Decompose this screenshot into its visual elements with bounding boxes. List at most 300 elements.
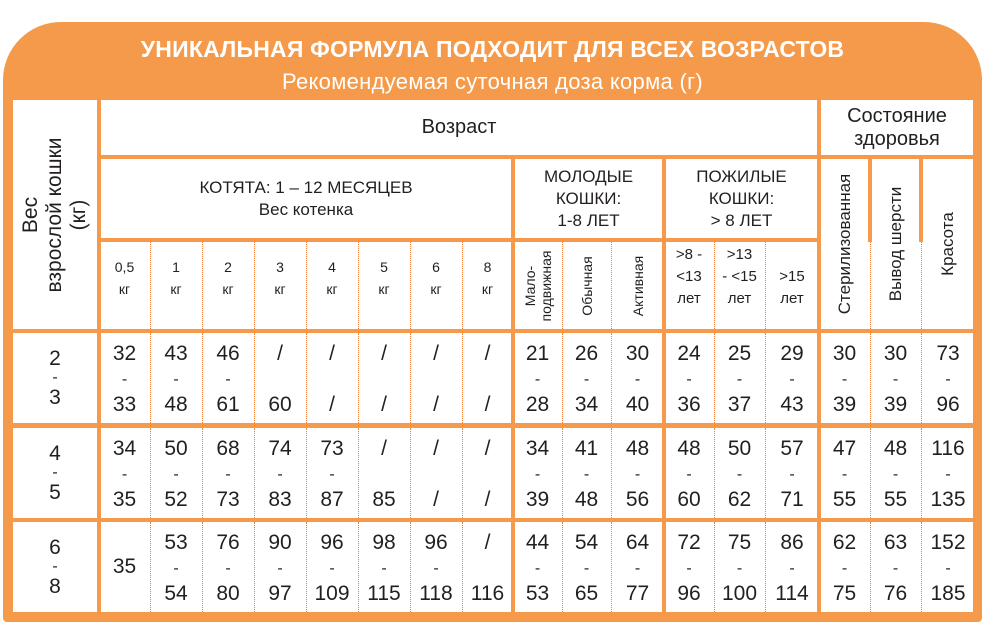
dotted-separator — [410, 428, 411, 518]
dotted-separator — [254, 428, 255, 518]
dose-cell — [360, 428, 408, 518]
dose-value-top: 63 — [883, 531, 908, 554]
senior-column-line3: лет — [780, 290, 804, 307]
health-header-line2: здоровья — [854, 127, 940, 150]
senior-column-line2: - <15 — [722, 268, 757, 285]
dose-value-bottom: / — [381, 393, 387, 416]
dose-value-separator: - — [277, 466, 283, 483]
dose-cell — [666, 333, 712, 423]
dose-value-bottom: / — [433, 393, 439, 416]
dose-cell — [256, 333, 304, 423]
dose-value-bottom: 54 — [164, 582, 188, 605]
dose-value-top: 74 — [268, 437, 292, 460]
dose-value-bottom: / — [329, 393, 335, 416]
age-header-label: Возраст — [421, 116, 497, 138]
dose-value-top: 98 — [372, 531, 396, 554]
dose-cell — [308, 522, 356, 612]
dose-value-top: 44 — [525, 531, 550, 554]
row-weight-from: 4 — [49, 442, 61, 465]
dose-value-separator: - — [121, 466, 128, 483]
dose-value-separator: - — [841, 560, 848, 577]
group-senior-line1: ПОЖИЛЫЕ — [696, 166, 787, 186]
young-column-line1: Активная — [629, 255, 646, 316]
dose-cell — [716, 333, 763, 423]
dose-cell — [564, 428, 609, 518]
dotted-separator — [921, 333, 922, 423]
dose-value-bottom: 96 — [936, 393, 960, 416]
dose-value-top: 86 — [780, 531, 804, 554]
dose-value-top: 90 — [268, 531, 292, 554]
dose-cell — [360, 333, 408, 423]
dose-cell — [412, 428, 460, 518]
group-kittens — [101, 159, 511, 238]
dose-value-top: / — [484, 437, 491, 460]
dose-value-bottom: 115 — [367, 582, 401, 605]
dose-cell — [412, 522, 460, 612]
dose-value-top: 30 — [883, 342, 908, 365]
kitten-weight-value: 0,5 — [114, 259, 135, 275]
young-column-label — [522, 250, 554, 321]
dose-cell — [821, 428, 868, 518]
dose-cell — [872, 428, 919, 518]
dose-cell — [666, 428, 712, 518]
dose-cell — [308, 333, 356, 423]
age-header — [101, 100, 817, 155]
dose-value-top: 76 — [216, 531, 240, 554]
dose-value-separator: - — [534, 371, 541, 388]
dotted-separator — [254, 242, 255, 329]
dose-value-bottom: / — [484, 488, 491, 511]
kitten-weight-unit: кг — [170, 281, 182, 297]
dotted-separator — [462, 522, 463, 612]
dose-cell — [515, 522, 560, 612]
dose-value-top: 30 — [832, 342, 857, 365]
dose-cell — [101, 428, 148, 518]
dose-value-separator: - — [686, 371, 692, 388]
young-column-line1: Мало- — [521, 265, 538, 306]
dose-value-top: / — [484, 531, 491, 554]
dose-value-bottom: 34 — [574, 393, 599, 416]
dose-value-bottom: 40 — [625, 393, 650, 416]
dose-cell — [360, 522, 408, 612]
dose-cell — [872, 333, 919, 423]
dose-value-separator: - — [583, 371, 590, 388]
senior-column-line3: лет — [727, 290, 752, 307]
dose-value-bottom: 48 — [574, 488, 599, 511]
dose-value-top: 25 — [727, 342, 752, 365]
dose-cell — [204, 333, 252, 423]
senior-column-line2: >15 — [779, 268, 805, 285]
dose-value-separator: - — [225, 466, 231, 483]
kitten-weight-value: 8 — [483, 259, 492, 275]
dose-value-bottom: 135 — [930, 488, 966, 511]
dose-value-top: 24 — [677, 342, 701, 365]
row-header-line2: взрослой кошки — [43, 136, 66, 293]
dose-value-separator: - — [634, 560, 641, 577]
dose-cell — [256, 428, 304, 518]
dose-value-separator: - — [892, 560, 899, 577]
dose-cell — [464, 428, 511, 518]
health-column-label: Вывод шерсти — [885, 186, 905, 302]
dose-value-bottom: / — [433, 488, 439, 511]
dose-value-bottom: 100 — [721, 582, 758, 605]
dotted-separator — [921, 242, 922, 329]
dose-value-bottom: 37 — [727, 393, 752, 416]
dose-value-bottom: 56 — [625, 488, 650, 511]
row-weight-sep: - — [52, 464, 58, 481]
dotted-separator — [410, 242, 411, 329]
kitten-weight-unit: кг — [118, 281, 131, 297]
dose-cell — [716, 522, 763, 612]
group-young-line1: МОЛОДЫЕ — [543, 166, 634, 186]
dose-value-bottom: 77 — [625, 582, 650, 605]
kitten-weight-header — [464, 242, 511, 329]
row-weight-to: 5 — [49, 481, 61, 504]
dotted-separator — [611, 522, 612, 612]
dose-value-top: 64 — [625, 531, 650, 554]
row-header-line3: (кг) — [67, 199, 90, 230]
dose-cell — [204, 522, 252, 612]
health-column-label: Красота — [938, 212, 957, 276]
dose-value-bottom: 76 — [883, 582, 908, 605]
dose-value-separator: - — [534, 560, 541, 577]
kitten-weight-unit: кг — [326, 281, 338, 297]
dotted-separator — [150, 242, 151, 329]
dose-value-bottom: 85 — [372, 488, 396, 511]
dose-value-top: 72 — [677, 531, 701, 554]
row-weight-cell — [13, 333, 97, 423]
kitten-weight-unit: кг — [430, 281, 442, 297]
dose-value-top: 47 — [832, 437, 857, 460]
row-weight-cell — [13, 522, 97, 612]
dotted-separator — [562, 242, 563, 329]
dose-value-top: / — [433, 437, 439, 460]
dose-cell — [515, 333, 560, 423]
dotted-separator — [611, 428, 612, 518]
dose-cell — [101, 522, 148, 612]
dose-value-top: 96 — [320, 531, 344, 554]
dose-value-separator: - — [534, 466, 541, 483]
dose-value-separator: - — [121, 371, 128, 388]
dose-value-bottom: 185 — [930, 582, 966, 605]
dose-cell — [767, 333, 817, 423]
dose-value-separator: - — [686, 466, 692, 483]
dose-value-bottom: 48 — [164, 393, 188, 416]
dose-value-bottom: 39 — [883, 393, 908, 416]
kitten-weight-value: 2 — [224, 259, 232, 275]
dotted-separator — [150, 428, 151, 518]
dose-value-separator: - — [381, 560, 387, 577]
dose-cell — [821, 522, 868, 612]
dose-value-bottom: 80 — [216, 582, 240, 605]
dose-value-separator: - — [789, 560, 795, 577]
group-young-line2: КОШКИ: — [555, 188, 622, 208]
dose-value-bottom: 97 — [268, 582, 292, 605]
dose-value-separator: - — [329, 560, 335, 577]
dose-value-top: 29 — [780, 342, 804, 365]
group-young — [515, 159, 662, 238]
kitten-weight-header — [152, 242, 200, 329]
health-header-line1: Состояние — [847, 104, 947, 127]
dotted-separator — [358, 522, 359, 612]
dose-value-separator: - — [634, 466, 641, 483]
dose-cell — [152, 333, 200, 423]
dotted-separator — [202, 428, 203, 518]
dotted-separator — [870, 333, 871, 423]
dose-value-top: 57 — [780, 437, 804, 460]
dose-value-top: 68 — [216, 437, 240, 460]
senior-column-line1: >13 — [726, 246, 753, 263]
dose-value-separator: - — [225, 560, 231, 577]
dose-value-bottom: 62 — [727, 488, 752, 511]
group-senior-line2: КОШКИ: — [708, 188, 775, 208]
dose-cell — [564, 522, 609, 612]
dose-value-bottom: 28 — [525, 393, 550, 416]
young-column-header — [515, 242, 560, 329]
health-column-label: Стерилизованная — [834, 173, 854, 315]
dose-value-top: 152 — [930, 531, 966, 554]
kitten-weight-value: 1 — [172, 259, 180, 275]
dotted-separator — [870, 428, 871, 518]
dose-value-separator: - — [892, 371, 899, 388]
dose-value-top: / — [381, 437, 387, 460]
dose-value-separator: - — [736, 371, 743, 388]
kitten-weight-value: 4 — [328, 259, 336, 275]
senior-column-header — [767, 242, 817, 329]
young-column-line2: подвижная — [537, 250, 554, 321]
dotted-separator — [306, 522, 307, 612]
health-header — [821, 100, 973, 155]
dotted-separator — [765, 428, 766, 518]
dose-value-bottom: 43 — [780, 393, 804, 416]
dose-cell — [464, 333, 511, 423]
dose-value-bottom: / — [484, 393, 491, 416]
dose-value-separator: - — [945, 560, 951, 577]
dose-value-top: 75 — [727, 531, 752, 554]
dose-value-separator: - — [173, 560, 179, 577]
dotted-separator — [410, 333, 411, 423]
dose-value-separator: - — [736, 466, 743, 483]
dose-cell — [767, 428, 817, 518]
dose-value-top: 73 — [320, 437, 344, 460]
dose-cell — [923, 522, 973, 612]
dose-value-top: 50 — [164, 437, 188, 460]
dotted-separator — [462, 242, 463, 329]
dotted-separator — [611, 242, 612, 329]
dotted-separator — [358, 333, 359, 423]
dose-value-separator: - — [583, 466, 590, 483]
dose-value-top: / — [433, 342, 439, 365]
group-young-line3: 1-8 ЛЕТ — [557, 210, 620, 230]
row-weight-to: 3 — [49, 386, 61, 409]
dose-cell — [308, 428, 356, 518]
dose-value-separator: - — [686, 560, 692, 577]
dotted-separator — [870, 242, 871, 329]
dose-value-bottom: 39 — [832, 393, 857, 416]
dose-value-separator: - — [892, 466, 899, 483]
dose-value-top: 48 — [625, 437, 650, 460]
dose-value-bottom: 53 — [525, 582, 550, 605]
dose-value-bottom: 52 — [164, 488, 188, 511]
dotted-separator — [765, 333, 766, 423]
dose-value-bottom: 96 — [677, 582, 701, 605]
dose-value-separator: - — [329, 466, 335, 483]
dotted-separator — [462, 428, 463, 518]
dose-cell — [613, 333, 662, 423]
dotted-separator — [306, 428, 307, 518]
dose-value-bottom: 109 — [314, 582, 350, 605]
dose-value-top: 34 — [112, 437, 137, 460]
young-column-header — [564, 242, 609, 329]
kitten-weight-value: 6 — [432, 259, 440, 275]
dose-value-top: 116 — [931, 437, 965, 460]
kitten-weight-unit: кг — [378, 281, 390, 297]
kitten-weight-unit: кг — [222, 281, 234, 297]
dotted-separator — [921, 522, 922, 612]
group-kittens-title: КОТЯТА: 1 – 12 МЕСЯЦЕВ — [199, 177, 413, 197]
dose-value-separator: - — [736, 560, 743, 577]
senior-column-line3: лет — [677, 290, 701, 307]
dose-value-separator: - — [789, 466, 795, 483]
row-header-line1: Вес — [19, 196, 42, 233]
row-weight-to: 8 — [49, 575, 61, 598]
dose-value-top: 26 — [574, 342, 599, 365]
dotted-separator — [306, 333, 307, 423]
dotted-separator — [358, 242, 359, 329]
dose-value-top: 73 — [936, 342, 960, 365]
dose-cell — [716, 428, 763, 518]
dose-value-top: 41 — [574, 437, 599, 460]
dose-value-bottom: 118 — [419, 582, 453, 605]
young-column-line1: Обычная — [578, 255, 595, 316]
dose-value-separator: - — [173, 466, 179, 483]
senior-column-line2: <13 — [676, 268, 702, 285]
row-weight-cell — [13, 428, 97, 518]
dose-value-bottom: 87 — [320, 488, 344, 511]
dose-cell — [821, 333, 868, 423]
dose-value-separator: - — [841, 371, 848, 388]
kitten-weight-value: 5 — [380, 259, 388, 275]
row-weight-from: 2 — [49, 347, 61, 370]
row-header-cell — [13, 100, 97, 329]
dose-value-bottom: 60 — [268, 393, 292, 416]
dotted-separator — [714, 333, 715, 423]
senior-column-header — [716, 242, 763, 329]
dotted-separator — [254, 522, 255, 612]
kitten-weight-unit: кг — [274, 281, 286, 297]
dose-cell — [872, 522, 919, 612]
dose-value-top: / — [381, 342, 387, 365]
dose-value-top: 62 — [832, 531, 857, 554]
dose-cell — [613, 522, 662, 612]
young-column-header — [613, 242, 662, 329]
dotted-separator — [714, 428, 715, 518]
dose-value-top: 96 — [424, 531, 448, 554]
kitten-weight-header — [101, 242, 148, 329]
dose-value-separator: - — [583, 560, 590, 577]
dose-value-separator: - — [789, 371, 795, 388]
dotted-separator — [765, 522, 766, 612]
dose-cell — [923, 333, 973, 423]
dose-value-bottom: 55 — [883, 488, 908, 511]
group-senior — [666, 159, 817, 238]
dose-cell — [101, 333, 148, 423]
dose-cell — [464, 522, 511, 612]
group-kittens-subtitle: Вес котенка — [258, 199, 354, 219]
dose-value-top: 46 — [216, 342, 240, 365]
dose-value-separator: - — [173, 371, 179, 388]
dotted-separator — [202, 333, 203, 423]
dose-value-separator: - — [841, 466, 848, 483]
dose-value-bottom: 55 — [832, 488, 857, 511]
dose-cell — [564, 333, 609, 423]
row-weight-sep: - — [52, 558, 58, 575]
dose-value-top: 34 — [525, 437, 550, 460]
dose-value-bottom: 83 — [268, 488, 292, 511]
dotted-separator — [765, 242, 766, 329]
dose-value-top: / — [277, 342, 283, 365]
dose-value-separator: - — [634, 371, 641, 388]
dose-value-bottom: 39 — [525, 488, 550, 511]
dotted-separator — [714, 242, 715, 329]
dose-cell — [152, 522, 200, 612]
dose-value-separator: - — [277, 560, 283, 577]
dose-value-separator: 35 — [112, 555, 137, 578]
kitten-weight-header — [256, 242, 304, 329]
dose-value-separator: - — [433, 560, 439, 577]
dotted-separator — [358, 428, 359, 518]
senior-column-header — [666, 242, 712, 329]
kitten-weight-value: 3 — [276, 259, 284, 275]
dotted-separator — [306, 242, 307, 329]
row-header-label — [19, 137, 91, 292]
dose-value-top: / — [329, 342, 335, 365]
dose-value-bottom: 71 — [780, 488, 804, 511]
dotted-separator — [462, 333, 463, 423]
table-subtitle: Рекомендуемая суточная доза корма (г) — [281, 69, 704, 94]
dose-value-top: 53 — [164, 531, 188, 554]
dose-value-top: 43 — [164, 342, 188, 365]
dose-value-separator: - — [225, 371, 231, 388]
dotted-separator — [921, 428, 922, 518]
kitten-weight-header — [360, 242, 408, 329]
dotted-separator — [410, 522, 411, 612]
dose-cell — [152, 428, 200, 518]
dose-value-top: 30 — [625, 342, 650, 365]
dotted-separator — [870, 522, 871, 612]
dose-value-bottom: 36 — [677, 393, 701, 416]
dotted-separator — [150, 333, 151, 423]
young-column-label — [579, 256, 595, 315]
dotted-separator — [611, 333, 612, 423]
dotted-separator — [254, 333, 255, 423]
dose-value-bottom: 116 — [470, 582, 505, 605]
kitten-weight-header — [308, 242, 356, 329]
dose-value-bottom: 65 — [574, 582, 599, 605]
dose-value-bottom: 61 — [216, 393, 240, 416]
dose-value-bottom: 114 — [775, 582, 809, 605]
group-senior-line3: > 8 ЛЕТ — [710, 210, 773, 230]
dotted-separator — [202, 522, 203, 612]
dose-value-top: 32 — [112, 342, 137, 365]
dotted-separator — [202, 242, 203, 329]
dotted-separator — [562, 428, 563, 518]
dose-value-bottom: 75 — [832, 582, 857, 605]
dose-cell — [923, 428, 973, 518]
dotted-separator — [714, 522, 715, 612]
senior-column-line1: >8 - — [675, 246, 703, 263]
dose-cell — [256, 522, 304, 612]
